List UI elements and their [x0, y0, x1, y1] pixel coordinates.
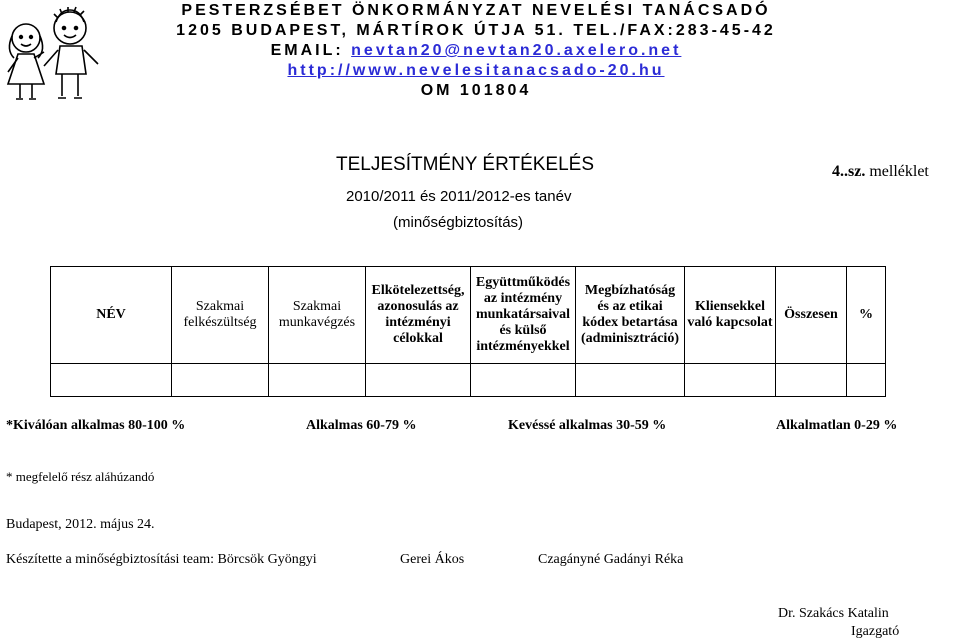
table-row [51, 364, 886, 397]
annex-label [832, 163, 929, 181]
email-label: EMAIL: [270, 42, 344, 59]
header-percent: % [847, 267, 886, 364]
cell-name[interactable] [51, 364, 172, 397]
annex-word: melléklet [869, 163, 929, 180]
annex-number: 4..sz. [832, 163, 866, 180]
institution-address: 1205 BUDAPEST, MÁRTÍROK ÚTJA 51. TEL./FAX:283-45-42 [176, 22, 776, 39]
table-header-row [51, 267, 886, 364]
evaluation-table [50, 266, 886, 397]
cell-client[interactable] [685, 364, 776, 397]
prepared-by: Készítette a minőségbiztosítási team: Börcsök Gyöngyi [6, 552, 317, 567]
header-cooperation: Együttműködés az intézmény munkatársaival és külső intézményekkel [471, 267, 576, 364]
header-name: NÉV [51, 267, 172, 364]
header-professional-preparedness: Szakmai felkészültség [172, 267, 269, 364]
institution-email-line [176, 42, 776, 60]
header-commitment: Elkötelezettség, azonosulás az intézményi célokkal [366, 267, 471, 364]
category-less-suitable: Kevéssé alkalmas 30-59 % [508, 418, 667, 433]
header-client-relations: Kliensekkel való kapcsolat [685, 267, 776, 364]
cell-cooperation[interactable] [471, 364, 576, 397]
header-professional-work: Szakmai munkavégzés [269, 267, 366, 364]
team-member-3: Czagányné Gadányi Réka [538, 552, 684, 567]
header-reliability: Megbízhatóság és az etikai kódex betartása (adminisztráció) [576, 267, 685, 364]
header-total: Összesen [776, 267, 847, 364]
underline-note: * megfelelő rész aláhúzandó [6, 469, 155, 484]
children-logo [0, 0, 125, 110]
cell-work[interactable] [269, 364, 366, 397]
cell-preparedness[interactable] [172, 364, 269, 397]
cell-total[interactable] [776, 364, 847, 397]
om-number: OM 101804 [420, 82, 532, 99]
signatory-role: Igazgató [851, 624, 900, 639]
category-excellent: *Kiválóan alkalmas 80-100 % [6, 418, 186, 433]
cell-reliability[interactable] [576, 364, 685, 397]
document-date: Budapest, 2012. május 24. [6, 517, 155, 532]
cell-percent[interactable] [847, 364, 886, 397]
signatory-name: Dr. Szakács Katalin [778, 606, 889, 621]
institution-name: PESTERZSÉBET ÖNKORMÁNYZAT NEVELÉSI TANÁCSADÓ [181, 2, 771, 19]
email-link[interactable]: nevtan20@nevtan20.axelero.net [351, 42, 682, 59]
team-member-2: Gerei Ákos [400, 552, 465, 567]
category-unsuitable: Alkalmatlan 0-29 % [776, 418, 898, 433]
cell-commitment[interactable] [366, 364, 471, 397]
document-title: TELJESÍTMÉNY ÉRTÉKELÉS [336, 154, 594, 175]
website-link[interactable]: http://www.nevelesitanacsado-20.hu [287, 62, 665, 79]
document-subtitle: (minőségbiztosítás) [393, 214, 524, 231]
category-suitable: Alkalmas 60-79 % [306, 418, 417, 433]
school-year: 2010/2011 és 2011/2012-es tanév [346, 188, 572, 205]
